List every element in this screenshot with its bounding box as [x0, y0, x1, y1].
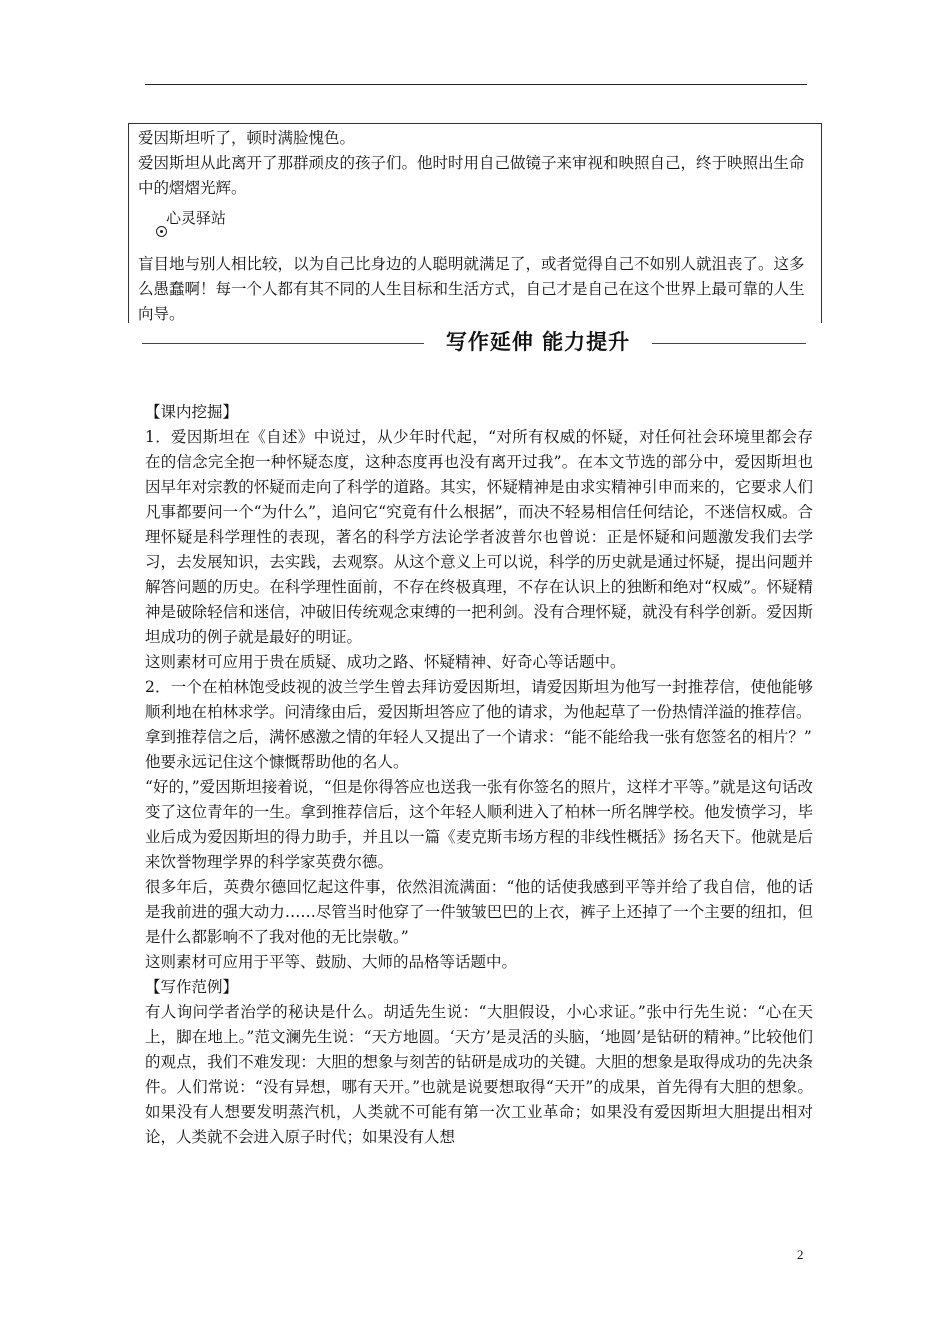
box-paragraph-2: 爱因斯坦从此离开了那群顽皮的孩子们。他时时用自己做镜子来审视和映照自己，终于映照出生命中的熠熠光辉。 [138, 154, 805, 197]
banner-rule-left [142, 343, 424, 344]
header-rule [145, 84, 807, 85]
paragraph: 2．一个在柏林饱受歧视的波兰学生曾去拜访爱因斯坦，请爱因斯坦为他写一封推荐信，使他能够顺利地在柏林求学。问清缘由后，爱因斯坦答应了他的请求，为他起草了一份热情洋溢的推荐信。 [145, 678, 813, 721]
page-number: 2 [797, 1247, 804, 1262]
paragraph: 有人询问学者治学的秘诀是什么。胡适先生说：“大胆假设，小心求证。”张中行先生说：“心在天上，脚在地上。”范文澜先生说：“天方地圆。‘天方’是灵活的头脑，‘地圆’是钻研的精神。”比较他们的观点，我们不难发现：大胆的想象与刻苦的钻研是成功的关键。大胆的想象是取得成功的先决条件。人们常说：“没有异想，哪有天开。”也就是说要想取得“天开”的成果，首先得有大胆的想象。如果没有人想要发明蒸汽机，人类就不可能有第一次工业革命；如果没有爱因斯坦大胆提出相对论，人类就不会进入原子时代；如果没有人想 [145, 1003, 813, 1146]
paragraph: 1．爱因斯坦在《自述》中说过，从少年时代起，“对所有权威的怀疑，对任何社会环境里都会存在的信念完全抱一种怀疑态度，这种态度再也没有离开过我”。在本文节选的部分中，爱因斯坦也因早年对宗教的怀疑而走向了科学的道路。其实，怀疑精神是由求实精神引申而来的，它要求人们凡事都要问一个“为什么”，追问它“究竟有什么根据”，而决不轻易相信任何结论，不迷信权威。合理怀疑是科学理性的表现，著名的科学方法论学者波普尔也曾说：正是怀疑和问题激发我们去学习，去发展知识，去实践，去观察。从这个意义上可以说，科学的历史就是通过怀疑，提出问题并解答问题的历史。在科学理性面前，不存在终极真理，不存在认识上的独断和绝对“权威”。怀疑精神是破除轻信和迷信，冲破旧传统观念束缚的一把利剑。没有合理怀疑，就没有科学创新。爱因斯坦成功的例子就是最好的明证。 [145, 428, 813, 646]
paragraph: 拿到推荐信之后，满怀感激之情的年轻人又提出了一个请求：“能不能给我一张有您签名的相片？” [145, 728, 812, 746]
section-title: 写作延伸 能力提升 [445, 330, 631, 354]
paragraph: “好的，”爱因斯坦接着说，“但是你得答应也送我一张有你签名的照片，这样才平等。”就是这句话改变了这位青年的一生。拿到推荐信后，这个年轻人顺利进入了柏林一所名牌学校。他发愤学习，毕业后成为爱因斯坦的得力助手，并且以一篇《麦克斯韦场方程的非线性概括》扬名天下。他就是后来饮誉物理学界的科学家英费尔德。 [145, 778, 813, 871]
paragraph: 这则素材可应用于平等、鼓励、大师的品格等话题中。 [145, 953, 518, 971]
body-content [145, 400, 813, 1150]
box-paragraph-3: 盲目地与别人相比较，以为自己比身边的人聪明就满足了，或者觉得自己不如别人就沮丧了。这多么愚蠢啊！每一个人都有其不同的人生目标和生活方式，自己才是自己在这个世界上最可靠的人生向导。 [138, 255, 805, 323]
section-banner [142, 324, 806, 360]
banner-rule-right [652, 343, 806, 344]
heading-writing-example: 【写作范例】 [145, 978, 239, 996]
paragraph: 他要永远记住这个慷慨帮助他的名人。 [145, 753, 409, 771]
heading-in-class: 【课内挖掘】 [145, 403, 239, 421]
paragraph: 很多年后，英费尔德回忆起这件事，依然泪流满面：“他的话使我感到平等并给了我自信，他的话是我前进的强大动力……尽管当时他穿了一件皱皱巴巴的上衣，裤子上还掉了一个主要的纽扣，但是什么都影响不了我对他的无比崇敬。” [145, 878, 813, 946]
story-box [128, 123, 822, 323]
box-paragraph-1: 爱因斯坦听了，顿时满脸愧色。 [138, 129, 356, 147]
paragraph: 这则素材可应用于贵在质疑、成功之路、怀疑精神、好奇心等话题中。 [145, 653, 626, 671]
station-label: 心灵驿站 [166, 209, 227, 227]
